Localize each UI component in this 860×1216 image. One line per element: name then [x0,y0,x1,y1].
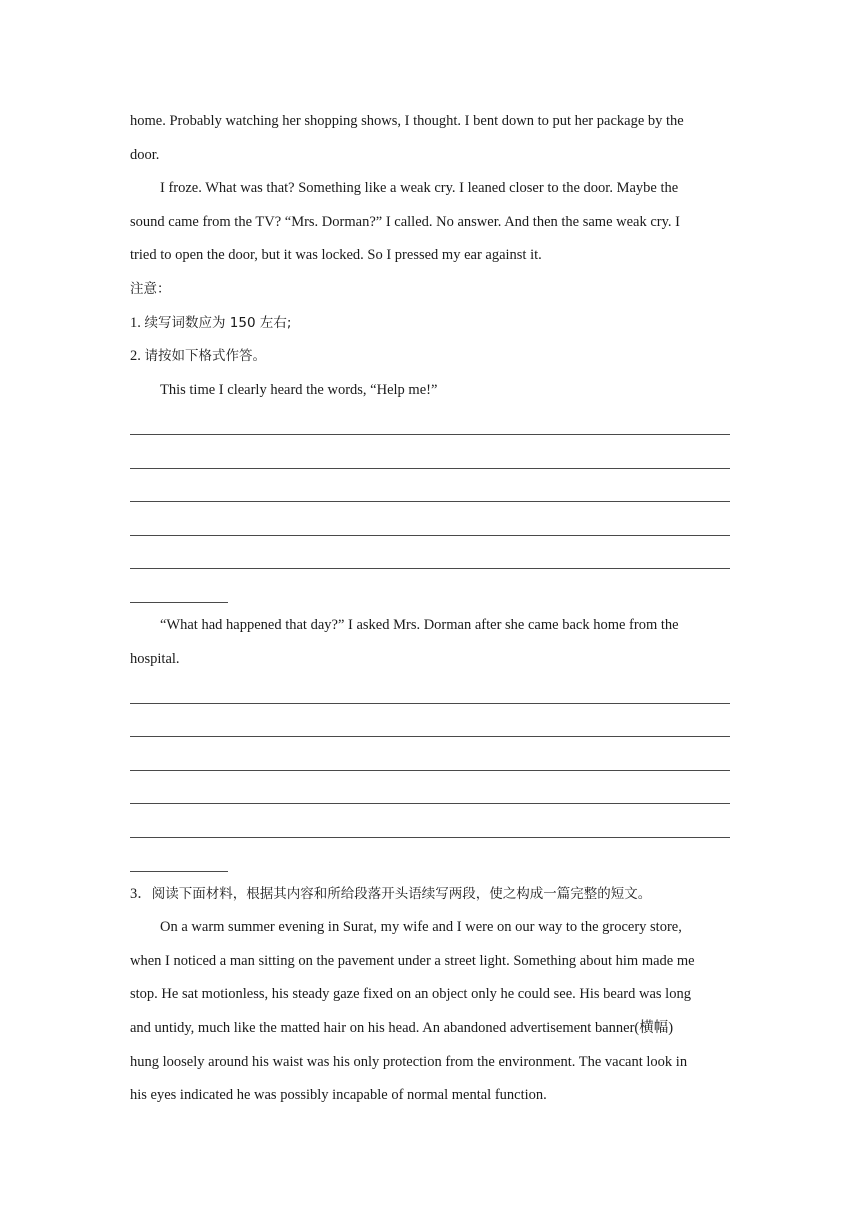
question-number: 3． [130,885,152,902]
note-text: 请按如下格式作答。 [144,348,266,365]
passage-line: I froze. What was that? Something like a weak cry. I leaned closer to the door. Maybe the [160,180,679,197]
paragraph-starter-2: “What had happened that day?” I asked Mrs. Dorman after she came back home from the [160,616,679,633]
note-item-2 [130,340,730,374]
passage-line: tried to open the door, but it was locked. So I pressed my ear against it. [130,247,542,264]
passage-line: home. Probably watching her shopping shows, I thought. I bent down to put her package by the [130,113,684,129]
answer-line[interactable] [130,508,730,542]
answer-line[interactable] [130,710,730,744]
question-3-line: stop. He sat motionless, his steady gaze fixed on an object only he could see. His beard was long [130,986,691,1003]
passage-line: sound came from the TV? “Mrs. Dorman?” I called. No answer. And then the same weak cry. I [130,213,681,230]
note-number: 1. [130,314,141,331]
passage-line: door. [130,146,160,163]
answer-line-short[interactable] [130,844,730,878]
answer-line[interactable] [130,743,730,777]
paragraph-starter-2-cont: hospital. [130,650,180,667]
note-text: 续写词数应为 150 左右; [144,314,292,331]
question-3-line: hung loosely around his waist was his only protection from the environment. The vacant look in [130,1053,688,1070]
question-3-line: and untidy, much like the matted hair on his head. An abandoned advertisement banner(横幅) [130,1020,674,1037]
document-page [130,105,730,1113]
answer-line[interactable] [130,475,730,509]
answer-line[interactable] [130,676,730,710]
notes-heading: 注意： [130,280,171,297]
question-3-line: when I noticed a man sitting on the pavement under a street light. Something about him made me [130,952,695,969]
answer-line[interactable] [130,407,730,441]
question-instruction: 阅读下面材料，根据其内容和所给段落开头语续写两段，使之构成一篇完整的短文。 [151,885,652,902]
note-number: 2. [130,348,141,365]
answer-line[interactable] [130,810,730,844]
note-item-1 [130,307,730,341]
question-3-line: On a warm summer evening in Surat, my wife and I were on our way to the grocery store, [160,919,682,936]
answer-line[interactable] [130,777,730,811]
question-3-header [130,878,730,912]
answer-line-short[interactable] [130,575,730,609]
answer-line[interactable] [130,441,730,475]
answer-line[interactable] [130,542,730,576]
question-3-line: his eyes indicated he was possibly incapable of normal mental function. [130,1087,547,1104]
paragraph-starter-1: This time I clearly heard the words, “Help me!” [160,381,438,398]
